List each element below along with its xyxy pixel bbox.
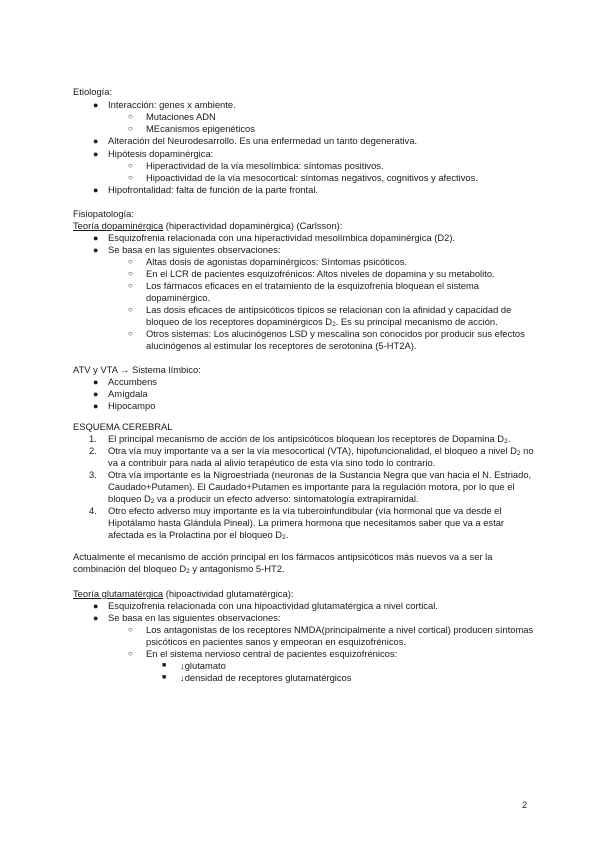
list-item: En el LCR de pacientes esquizofrénicos: Altos niveles de dopamina y su metabolito. (146, 268, 495, 279)
numbered-item: Otro efecto adverso muy importante es la vía tuberoinfundibular (vía hormonal que va desde el (108, 505, 502, 516)
circle-bullet-icon: ○ (128, 124, 133, 133)
list-item-continuation: bloqueo de los receptores dopaminérgicos $D_2$. Es su principal mecanismo de acción. (146, 316, 498, 328)
numbered-item: Otra vía muy importante va a ser la vía mesocortical (VTA), hipofuncionalidad, el bloqueo a nivel $D_2$ no (108, 445, 534, 457)
teoria-glutamatergica-title: Teoría glutamatérgica (hipoactividad glutamatérgica): (73, 588, 294, 599)
list-item: Altas dosis de agonistas dopaminérgicos: Síntomas psicóticos. (146, 256, 408, 267)
list-item: Se basa en las siguientes observaciones: (108, 612, 281, 623)
list-number: 2. (89, 445, 97, 456)
paragraph: Actualmente el mecanismo de acción principal en los fármacos antipsicóticos más nuevos va a ser la (73, 551, 493, 562)
list-item: Hiperactividad de la vía mesolímbica: síntomas positivos. (146, 160, 384, 171)
list-item: Alteración del Neurodesarrollo. Es una enfermedad un tanto degenerativa. (108, 135, 418, 146)
etiologia-heading: Etiología: (73, 86, 113, 97)
list-item: Se basa en las siguientes observaciones: (108, 244, 281, 255)
circle-bullet-icon: ○ (128, 625, 133, 634)
list-number: 4. (89, 505, 97, 516)
esquema-heading: ESQUEMA CEREBRAL (73, 421, 173, 432)
bullet-icon: ● (93, 185, 99, 195)
circle-bullet-icon: ○ (128, 649, 133, 658)
bullet-icon: ● (93, 149, 99, 159)
bullet-icon: ● (93, 401, 99, 411)
list-item-continuation: alucinógenos al estimular los receptores de serotonina (5-HT2A). (146, 340, 417, 351)
numbered-item-continuation: afectada es la Prolactina por el bloqueo $D_2$. (108, 529, 289, 541)
list-item: Los fármacos eficaces en el tratamiento de la esquizofrenia bloquean el sistema (146, 280, 480, 291)
numbered-item-continuation: Caudado+Putamen). El Caudado+Putamen es importante para la regulación motora, por lo que el (108, 481, 515, 492)
square-bullet-icon: ■ (162, 674, 167, 681)
bullet-icon: ● (93, 389, 99, 399)
numbered-item-continuation: va a contribuir para nada al alivio terapéutico de esta vía sino todo lo contrario. (108, 457, 436, 468)
list-number: 1. (89, 433, 97, 444)
list-number: 3. (89, 469, 97, 480)
page-number: 2 (522, 799, 528, 810)
list-item: Las dosis eficaces de antipsicóticos típicos se relacionan con la afinidad y capacidad de (146, 304, 512, 315)
list-item-continuation: dopaminérgico. (146, 292, 211, 303)
bullet-icon: ● (93, 245, 99, 255)
list-item: Interacción: genes x ambiente. (108, 99, 236, 110)
bullet-icon: ● (93, 136, 99, 146)
list-item: Mutaciones ADN (146, 111, 216, 122)
list-item: En el sistema nervioso central de pacientes esquizofrénicos: (146, 648, 398, 659)
list-item: Hipocampo (108, 400, 156, 411)
circle-bullet-icon: ○ (128, 112, 133, 121)
list-item-continuation: psicóticos en pacientes sanos y empeoran en esquizofrénicos. (146, 636, 407, 647)
circle-bullet-icon: ○ (128, 173, 133, 182)
circle-bullet-icon: ○ (128, 269, 133, 278)
list-item: Hipoactividad de la vía mesocortical: síntomas negativos, cognitivos y afectivos. (146, 172, 478, 183)
square-bullet-icon: ■ (162, 662, 167, 669)
list-item: Esquizofrenia relacionada con una hiperactividad mesolímbica dopaminérgica (D2). (108, 232, 456, 243)
circle-bullet-icon: ○ (128, 257, 133, 266)
numbered-item: Otra vía importante es la Nigroestriada (neuronas de la Sustancia Negra que van hacia el N. Estriado, (108, 469, 532, 480)
list-item: Accumbens (108, 376, 157, 387)
list-item: Hipofrontalidad: falta de función de la parte frontal. (108, 184, 319, 195)
paragraph: combinación del bloqueo $D_2$ y antagonismo 5-HT2. (73, 563, 285, 575)
numbered-item-continuation: Hipotálamo hasta Glándula Pineal). La primera hormona que necesitamos saber que va a estar (108, 517, 505, 528)
numbered-item-continuation: bloqueo $D_2$ va a producir un efecto adverso: sintomatología extrapiramidal. (108, 493, 419, 505)
list-item: Amígdala (108, 388, 148, 399)
teoria-dopaminergica-title: Teoría dopaminérgica (hiperactividad dopaminérgica) (Carlsson): (73, 220, 343, 231)
circle-bullet-icon: ○ (128, 161, 133, 170)
circle-bullet-icon: ○ (128, 305, 133, 314)
fisiopatologia-heading: Fisiopatología: (73, 208, 134, 219)
bullet-icon: ● (93, 100, 99, 110)
circle-bullet-icon: ○ (128, 281, 133, 290)
bullet-icon: ● (93, 601, 99, 611)
bullet-icon: ● (93, 377, 99, 387)
numbered-item: El principal mecanismo de acción de los antipsicóticos bloquean los receptores de Dopamina $D_2$. (108, 433, 511, 445)
list-item: Otros sistemas: Los alucinógenos LSD y mescalina son conocidos por producir sus efectos (146, 328, 525, 339)
list-item: Hipótesis dopaminérgica: (108, 148, 214, 159)
bullet-icon: ● (93, 613, 99, 623)
list-item: ↓glutamato (180, 660, 226, 671)
list-item: Esquizofrenia relacionada con una hipoactividad glutamatérgica a nivel cortical. (108, 600, 438, 611)
atv-heading: ATV y VTA → Sistema límbico: (73, 364, 201, 375)
list-item: ↓densidad de receptores glutamatérgicos (180, 672, 352, 683)
circle-bullet-icon: ○ (128, 329, 133, 338)
bullet-icon: ● (93, 233, 99, 243)
list-item: MEcanismos epigenéticos (146, 123, 255, 134)
list-item: Los antagonistas de los receptores NMDA(principalmente a nivel cortical) producen síntomas (146, 624, 534, 635)
